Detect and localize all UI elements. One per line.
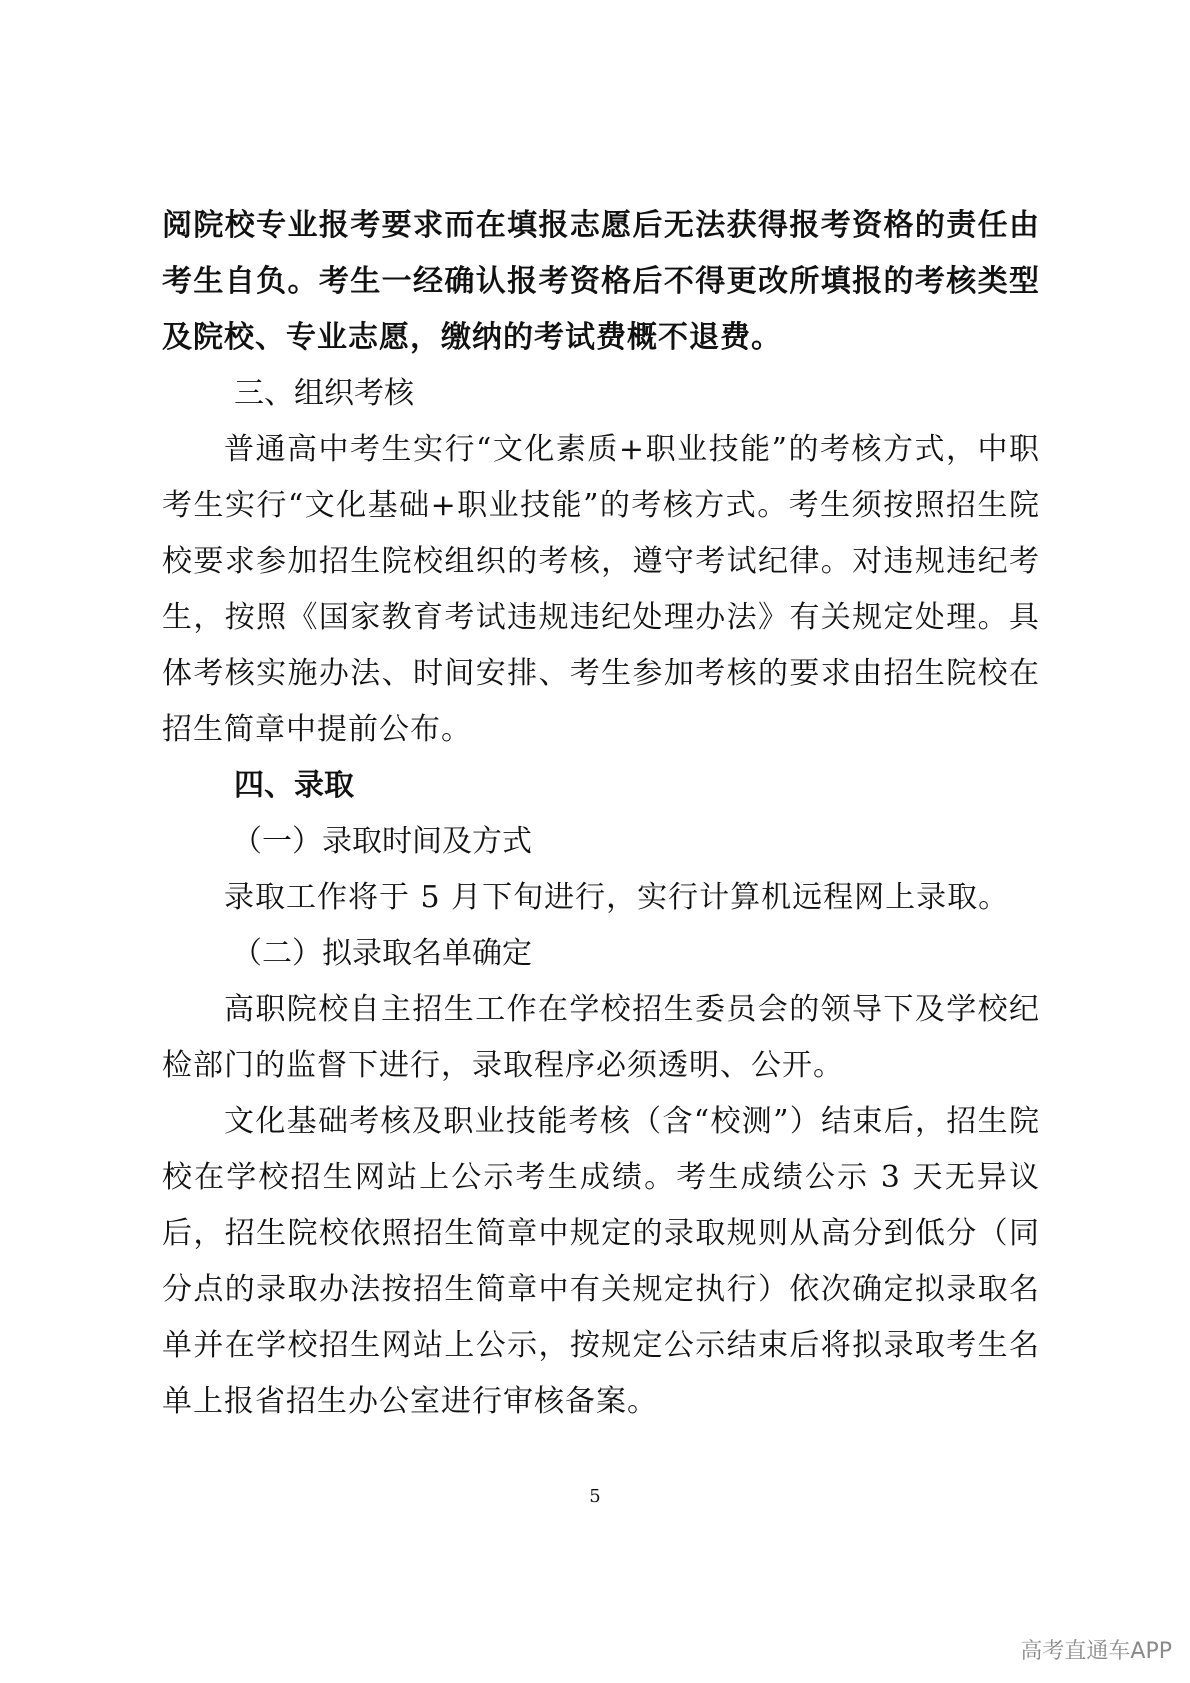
subsection-heading-admission-time: （一）录取时间及方式 <box>232 824 532 859</box>
section-heading-admission: 四、录取 <box>234 768 354 803</box>
page-number: 5 <box>589 1486 601 1507</box>
document-body <box>162 198 1040 1430</box>
watermark-logo-text: 高考直通车APP <box>1020 1639 1172 1664</box>
admission-time-paragraph: 录取工作将于 5 月下旬进行，实行计算机远程网上录取。 <box>224 880 1010 915</box>
admission-list-paragraph-2: 文化基础考核及职业技能考核（含“校测”）结束后，招生院校在学校招生网站上公示考生成绩。考生成绩公示 3 天无异议后，招生院校依照招生简章中规定的录取规则从高分到低分（同分点的录取办法按招生简章中有关规定执行）依次确定拟录取名单并在学校招生网站上公示，按规定公示结束后将拟录取考生名单上报省招生办公室进行审核备案。 <box>162 1104 1040 1419</box>
section-heading-organize-assessment: 三、组织考核 <box>234 376 414 411</box>
continuation-paragraph: 阅院校专业报考要求而在填报志愿后无法获得报考资格的责任由考生自负。考生一经确认报考资格后不得更改所填报的考核类型及院校、专业志愿，缴纳的考试费概不退费。 <box>162 208 1040 355</box>
subsection-heading-admission-list: （二）拟录取名单确定 <box>232 936 532 971</box>
assessment-paragraph: 普通高中考生实行“文化素质+职业技能”的考核方式，中职考生实行“文化基础+职业技能”的考核方式。考生须按照招生院校要求参加招生院校组织的考核，遵守考试纪律。对违规违纪考生，按照《国家教育考试违规违纪处理办法》有关规定处理。具体考核实施办法、时间安排、考生参加考核的要求由招生院校在招生简章中提前公布。 <box>162 432 1040 747</box>
admission-list-paragraph-1: 高职院校自主招生工作在学校招生委员会的领导下及学校纪检部门的监督下进行，录取程序必须透明、公开。 <box>162 992 1040 1083</box>
